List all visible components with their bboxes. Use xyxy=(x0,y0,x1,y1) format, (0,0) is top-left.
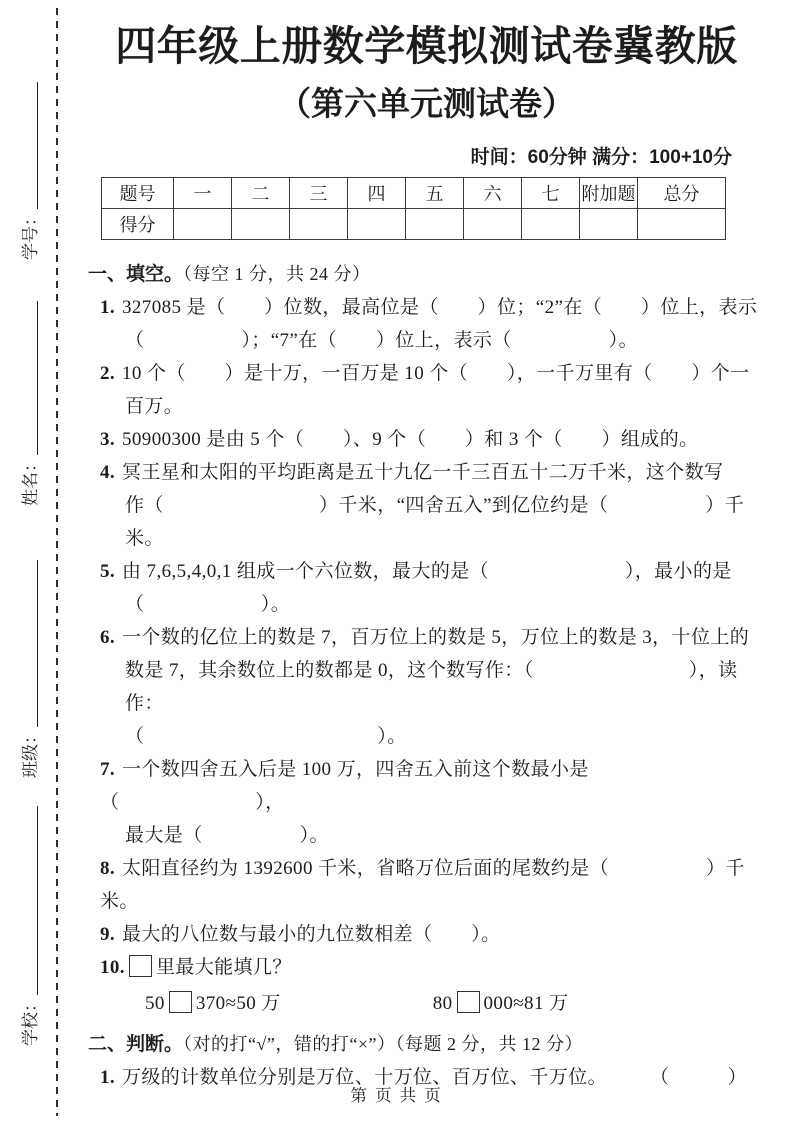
student-id-label: 学号： xyxy=(21,209,40,260)
question-number: 5. xyxy=(100,560,116,582)
fill-question-2 xyxy=(100,357,765,423)
student-name-label: 姓名： xyxy=(21,455,40,506)
score-cell xyxy=(464,208,522,239)
sub-item-prefix: 80 xyxy=(432,992,453,1014)
score-table-header-row xyxy=(102,177,790,208)
fill-question-7 xyxy=(100,753,765,852)
question-text: 由 7,6,5,4,0,1 组成一个六位数，最大的是（ ），最小的是 xyxy=(122,560,732,582)
score-table xyxy=(101,177,790,240)
section-2-title: 二、判断。 xyxy=(88,1033,184,1055)
question-number: 7. xyxy=(100,758,116,780)
section-1-title: 一、填空。 xyxy=(88,263,184,285)
col-bonus: 附加题 xyxy=(580,177,638,208)
question-number: 10. xyxy=(100,956,125,978)
col-part-6: 六 xyxy=(464,177,522,208)
score-row-label: 得分 xyxy=(102,208,174,239)
fill-question-6 xyxy=(100,621,765,753)
question-10-sub-items xyxy=(145,984,765,1024)
score-table-score-row xyxy=(102,208,790,239)
paper-body xyxy=(88,0,765,1094)
col-question-number: 题号 xyxy=(102,177,174,208)
col-part-3: 三 xyxy=(290,177,348,208)
section-1-header xyxy=(88,258,765,291)
col-part-4: 四 xyxy=(348,177,406,208)
question-text: （ ）。 xyxy=(125,725,407,747)
section-2-header xyxy=(88,1028,765,1061)
fill-box xyxy=(457,991,480,1013)
class-label: 班级： xyxy=(21,727,40,778)
question-text: （ ）。 xyxy=(125,593,291,615)
fill-question-3 xyxy=(100,423,765,456)
question-text: 10 个（ ）是十万，一百万是 10 个（ ），一千万里有（ ）个一 xyxy=(122,362,750,384)
score-cell xyxy=(348,208,406,239)
question-number: 8. xyxy=(100,857,116,879)
section-1-note: （每空 1 分，共 24 分） xyxy=(183,263,371,284)
fill-question-4 xyxy=(100,456,765,555)
student-id-blank-line xyxy=(37,82,38,209)
fill-box xyxy=(169,991,192,1013)
score-cell xyxy=(638,208,726,239)
class-field xyxy=(16,560,41,778)
class-blank-line xyxy=(37,560,38,727)
col-part-2: 二 xyxy=(232,177,290,208)
answer-blank: （ ） xyxy=(649,1066,747,1088)
fill-question-5 xyxy=(100,555,765,621)
score-cell xyxy=(522,208,580,239)
question-number: 1. xyxy=(100,1066,116,1088)
sub-item-suffix: 370≈50 万 xyxy=(195,992,281,1014)
question-number: 1. xyxy=(100,296,116,318)
school-label: 学校： xyxy=(21,995,40,1046)
question-text: 作（ ）千米，“四舍五入”到亿位约是（ ）千米。 xyxy=(125,494,745,549)
sub-item-prefix: 50 xyxy=(145,992,165,1014)
question-number: 9. xyxy=(100,923,116,945)
question-text: 太阳直径约为 1392600 千米，省略万位后面的尾数约是（ ）千米。 xyxy=(100,857,745,912)
time-score-info: 时间：60分钟 满分：100+10分 xyxy=(470,146,732,168)
col-part-5: 五 xyxy=(406,177,464,208)
question-text: 50900300 是由 5 个（ ）、9 个（ ）和 3 个（ ）组成的。 xyxy=(122,428,699,450)
question-number: 6. xyxy=(100,626,116,648)
score-cell xyxy=(406,208,464,239)
col-part-1: 一 xyxy=(174,177,232,208)
question-text: 最大是（ ）。 xyxy=(125,824,329,846)
question-text: 最大的八位数与最小的九位数相差（ ）。 xyxy=(122,923,501,945)
col-part-7: 七 xyxy=(522,177,580,208)
question-text: 百万。 xyxy=(125,395,184,417)
fill-question-9 xyxy=(100,918,765,951)
sub-item-suffix: 000≈81 万 xyxy=(483,992,569,1014)
question-text: 里最大能填几？ xyxy=(155,956,292,978)
fill-question-8 xyxy=(100,852,765,918)
question-text: 万级的计数单位分别是万位、十万位、百万位、千万位。 xyxy=(122,1066,608,1088)
question-number: 4. xyxy=(100,461,116,483)
school-field xyxy=(16,806,41,1046)
question-text: 冥王星和太阳的平均距离是五十九亿一千三百五十二万千米，这个数写 xyxy=(122,461,724,483)
student-name-field xyxy=(16,301,41,506)
fill-box xyxy=(129,955,152,977)
sub-item-1 xyxy=(145,984,281,1024)
section-2-note: （对的打“√”，错的打“×”）（每题 2 分，共 12 分） xyxy=(183,1033,584,1054)
score-cell xyxy=(580,208,638,239)
student-id-field xyxy=(16,82,41,260)
fill-question-1 xyxy=(100,291,765,357)
question-text: 一个数四舍五入后是 100 万，四舍五入前这个数最小是（ ）， xyxy=(100,758,589,813)
page-footer: 第 页 共 页 xyxy=(350,1086,443,1105)
score-cell xyxy=(174,208,232,239)
question-text: （ ）；“7”在（ ）位上，表示（ ）。 xyxy=(125,329,638,351)
question-number: 3. xyxy=(100,428,116,450)
score-cell xyxy=(290,208,348,239)
score-cell xyxy=(232,208,290,239)
col-total: 总分 xyxy=(638,177,726,208)
school-blank-line xyxy=(37,806,38,995)
question-text: 327085 是（ ）位数，最高位是（ ）位；“2”在（ ）位上，表示 xyxy=(122,296,758,318)
question-text: 一个数的亿位上的数是 7，百万位上的数是 5，万位上的数是 3，十位上的 xyxy=(122,626,750,648)
dashed-fold-line xyxy=(56,8,58,1116)
student-name-blank-line xyxy=(37,301,38,455)
question-text: 数是 7，其余数位上的数都是 0，这个数写作：（ ），读作： xyxy=(125,659,738,714)
fill-question-10 xyxy=(100,951,765,1024)
question-number: 2. xyxy=(100,362,116,384)
paper-subtitle: （第六单元测试卷） xyxy=(278,85,575,123)
paper-title: 四年级上册数学模拟测试卷冀教版 xyxy=(115,23,738,69)
sub-item-2 xyxy=(433,984,569,1024)
